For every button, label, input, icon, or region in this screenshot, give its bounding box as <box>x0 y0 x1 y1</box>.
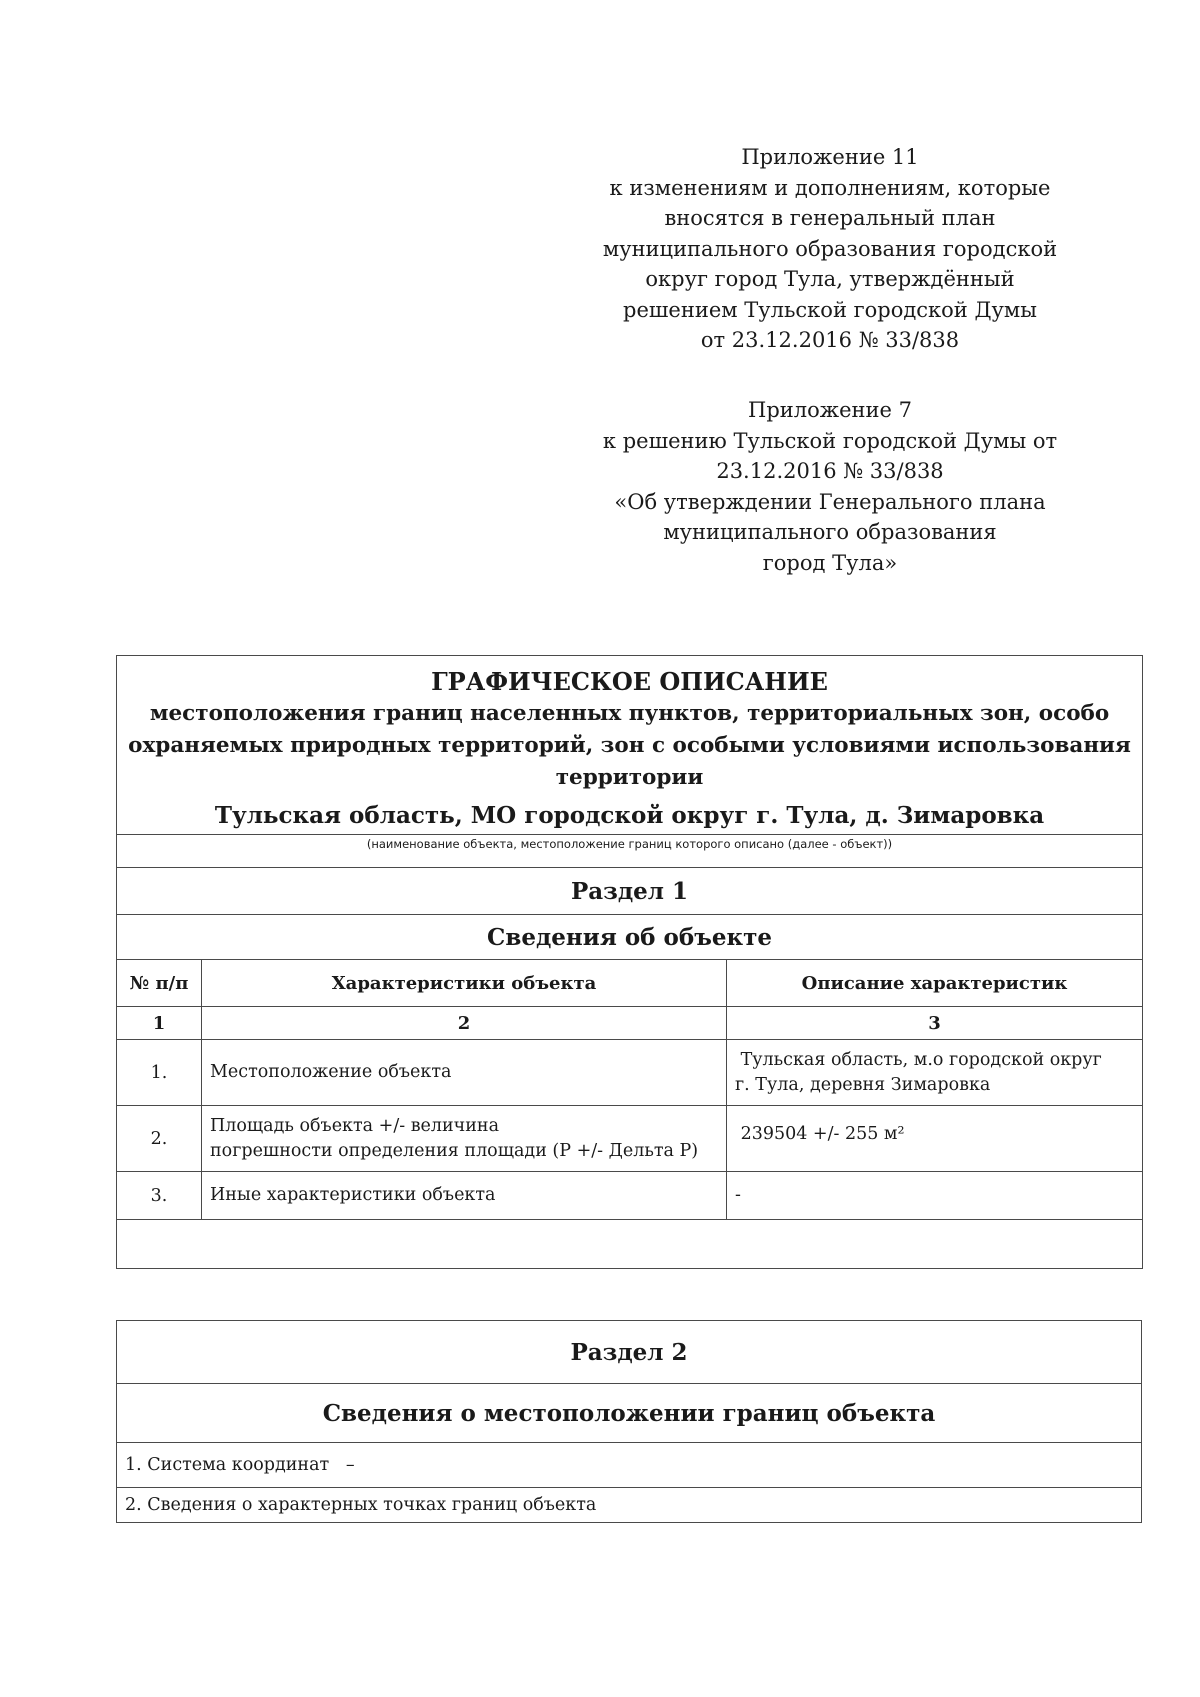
appendix-line: к решению Тульской городской Думы от <box>602 428 1058 453</box>
appendix-line: от 23.12.2016 № 33/838 <box>700 328 960 352</box>
column-number: 3 <box>727 1007 1143 1040</box>
appendix-line: «Об утверждении Генерального плана <box>614 489 1046 514</box>
appendix-line: 23.12.2016 № 33/838 <box>716 459 944 483</box>
section-1-table <box>116 655 1143 1269</box>
table-row <box>117 1106 1143 1172</box>
column-number: 2 <box>202 1007 727 1040</box>
header-number: № п/п <box>117 960 202 1007</box>
row-characteristic <box>202 1106 727 1172</box>
appendix-line: муниципального образования городской <box>602 236 1058 261</box>
row-description-line: г. Тула, деревня Зимаровка <box>735 1074 991 1095</box>
header-description: Описание характеристик <box>727 960 1143 1007</box>
row-description-line: Тульская область, м.о городской округ <box>735 1049 1102 1070</box>
table-row <box>117 1040 1143 1106</box>
document-subtitle-line: местоположения границ населенных пунктов, территориальных зон, особо <box>149 701 1110 726</box>
appendix-line: Приложение 11 <box>741 145 919 169</box>
row-description <box>727 1106 1143 1172</box>
header-characteristic: Характеристики объекта <box>202 960 727 1007</box>
appendix-line: округ город Тула, утверждённый <box>645 267 1015 291</box>
appendix-line: Приложение 7 <box>748 398 912 422</box>
column-number: 1 <box>117 1007 202 1040</box>
row-characteristic-line: погрешности определения площади (Р +/- Дельта Р) <box>210 1140 699 1161</box>
row-characteristic-line: Площадь объекта +/- величина <box>210 1115 500 1136</box>
row-index: 2. <box>117 1106 202 1172</box>
appendix-line: к изменениям и дополнениям, которые <box>609 175 1051 200</box>
row-description-line: 239504 +/- 255 м² <box>735 1124 905 1144</box>
section-2-table <box>116 1320 1142 1523</box>
appendix-line: город Тула» <box>762 550 898 575</box>
document-title-cell <box>117 656 1143 835</box>
empty-cell <box>117 1220 1143 1269</box>
document-subtitle-line: охраняемых природных территорий, зон с особыми условиями использования <box>128 733 1131 758</box>
table-row <box>117 1172 1143 1220</box>
row-characteristic-line: Иные характеристики объекта <box>210 1185 496 1205</box>
column-number-row <box>117 1007 1143 1040</box>
section-2-title: Сведения о местоположении границ объекта <box>117 1384 1142 1443</box>
row-description <box>727 1040 1143 1106</box>
appendix-line: муниципального образования <box>663 520 997 544</box>
row-index: 3. <box>117 1172 202 1220</box>
row-characteristic <box>202 1172 727 1220</box>
appendix-line: вносятся в генеральный план <box>664 206 996 230</box>
object-place-note: (наименование объекта, местоположение границ которого описано (далее - объект)) <box>117 835 1143 868</box>
section-2-heading: Раздел 2 <box>117 1321 1142 1384</box>
section-1-heading: Раздел 1 <box>117 868 1143 915</box>
row-description-line: - <box>735 1185 741 1205</box>
row-characteristic-line: Местоположение объекта <box>210 1062 452 1082</box>
empty-row <box>117 1220 1143 1269</box>
document-title: ГРАФИЧЕСКОЕ ОПИСАНИЕ <box>431 667 828 696</box>
document-subtitle-line: территории <box>555 765 704 790</box>
boundary-points-row: 2. Сведения о характерных точках границ объекта <box>117 1488 1142 1523</box>
object-place: Тульская область, МО городской округ г. Тула, д. Зимаровка <box>214 802 1045 829</box>
coordinate-system-row: 1. Система координат – <box>117 1443 1142 1488</box>
row-characteristic <box>202 1040 727 1106</box>
table-header-row <box>117 960 1143 1007</box>
row-index: 1. <box>117 1040 202 1106</box>
appendix-line: решением Тульской городской Думы <box>623 297 1037 322</box>
section-1-title: Сведения об объекте <box>117 915 1143 960</box>
row-description <box>727 1172 1143 1220</box>
appendix-11-block <box>600 142 1060 356</box>
appendix-7-block <box>600 395 1060 578</box>
